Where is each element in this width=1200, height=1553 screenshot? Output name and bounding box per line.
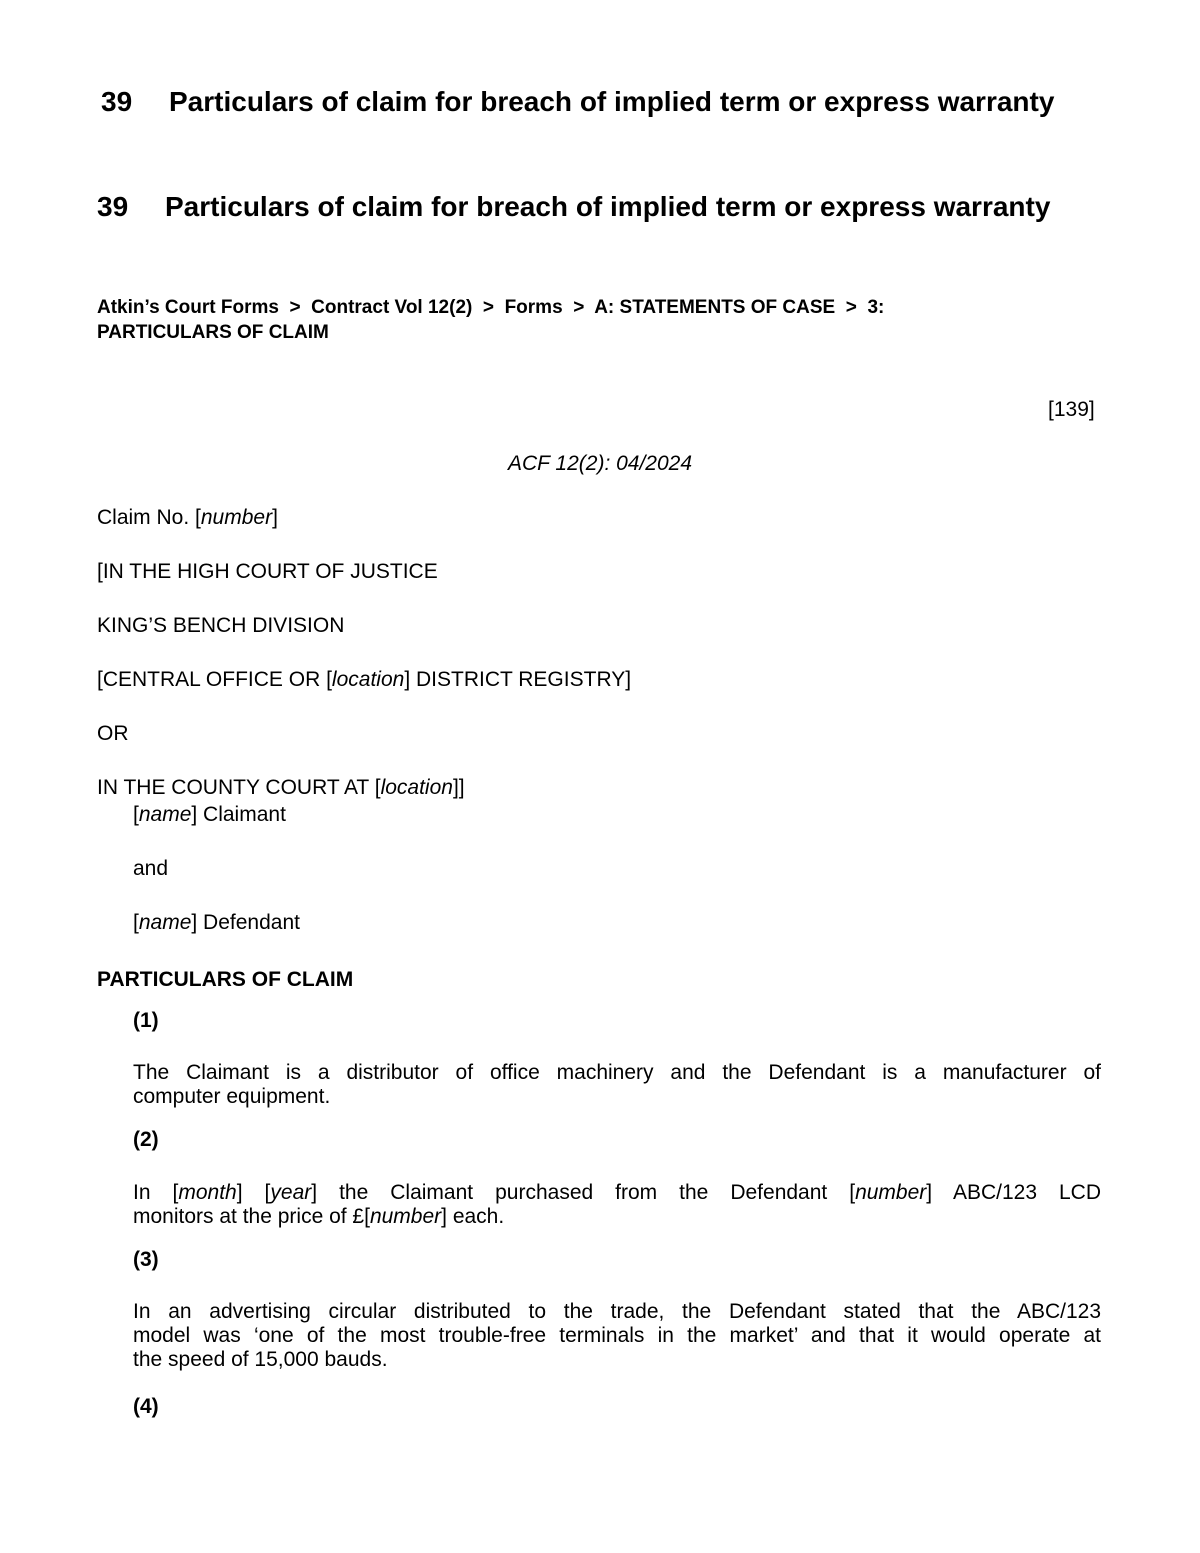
party-defendant [133, 911, 300, 935]
p2-month-placeholder: month [178, 1181, 237, 1204]
p2-text-a: In [ [133, 1181, 179, 1204]
court-line-or: OR [97, 722, 129, 745]
court-registry-a: [CENTRAL OFFICE OR [ [97, 668, 332, 691]
defendant-open: [ [133, 911, 139, 934]
p2-text-e: monitors at the price of £[ [133, 1205, 370, 1228]
running-title-number: 39 [101, 86, 133, 117]
p2-text-c: ] the Claimant purchased from the Defendant [ [311, 1181, 856, 1204]
breadcrumb-item-atkins[interactable]: Atkin’s Court Forms [97, 297, 279, 318]
breadcrumb-separator: > [482, 297, 495, 318]
paragraph-3-line-3: the speed of 15,000 bauds. [133, 1348, 388, 1371]
breadcrumb-item-contract[interactable]: Contract Vol 12(2) [311, 297, 473, 318]
court-line-county [97, 776, 465, 800]
court-county-a: IN THE COUNTY COURT AT [ [97, 776, 381, 799]
court-registry-b: ] DISTRICT REGISTRY] [404, 668, 632, 691]
paragraph-3-line-1: In an advertising circular distributed to the trade, the Defendant stated that the ABC/123 [133, 1300, 1101, 1323]
section-heading: PARTICULARS OF CLAIM [97, 968, 354, 991]
paragraph-number: (4) [133, 1395, 159, 1418]
claim-number-close: ] [272, 506, 278, 529]
page-title [97, 191, 1050, 223]
court-line-division: KING’S BENCH DIVISION [97, 614, 345, 637]
acf-reference [0, 452, 1200, 476]
p2-text-f: ] each. [441, 1205, 505, 1228]
paragraph-1 [133, 1061, 1101, 1109]
breadcrumb-item-number[interactable]: 3: [867, 297, 885, 318]
paragraph-2 [133, 1181, 1101, 1229]
breadcrumb-line-2 [97, 321, 329, 345]
court-line-registry [97, 668, 631, 692]
court-registry-location: location [331, 668, 405, 691]
paragraph-number: (2) [133, 1128, 159, 1151]
p2-price-placeholder: number [369, 1205, 442, 1228]
running-title [101, 86, 1054, 118]
p2-text-b: ] [ [236, 1181, 271, 1204]
page-title-text: Particulars of claim for breach of implied term or express warranty [165, 191, 1051, 222]
claimant-placeholder: name [138, 803, 192, 826]
paragraph-1-line-1: The Claimant is a distributor of office machinery and the Defendant is a manufacturer of [133, 1061, 1101, 1084]
breadcrumb-separator: > [845, 297, 857, 318]
court-county-location: location [380, 776, 453, 799]
breadcrumb-separator: > [573, 297, 585, 318]
paragraph-2-line-1 [133, 1181, 1101, 1205]
claim-number [97, 506, 278, 530]
breadcrumb-item-statements[interactable]: A: STATEMENTS OF CASE [594, 297, 836, 318]
paragraph-number: (1) [133, 1009, 159, 1032]
p2-year-placeholder: year [270, 1181, 312, 1204]
acf-reference-text: ACF 12(2): 04/2024 [507, 452, 693, 475]
claimant-label: ] Claimant [191, 803, 286, 826]
court-county-b: ]] [452, 776, 465, 799]
breadcrumb-item-forms[interactable]: Forms [504, 297, 563, 318]
court-line-high-court: [IN THE HIGH COURT OF JUSTICE [97, 560, 438, 583]
page-reference: [139] [1048, 398, 1095, 421]
breadcrumb-item-particulars[interactable]: PARTICULARS OF CLAIM [97, 322, 329, 343]
p2-text-d: ] ABC/123 LCD [926, 1181, 1101, 1204]
breadcrumb-separator: > [289, 297, 301, 318]
defendant-label: ] Defendant [191, 911, 300, 934]
paragraph-3 [133, 1300, 1101, 1372]
breadcrumb [97, 296, 884, 320]
claimant-open: [ [133, 803, 139, 826]
defendant-placeholder: name [138, 911, 192, 934]
party-claimant [133, 803, 286, 827]
paragraph-number: (3) [133, 1248, 159, 1271]
running-title-text: Particulars of claim for breach of implied term or express warranty [169, 86, 1055, 117]
p2-number-placeholder: number [855, 1181, 927, 1204]
paragraph-3-line-2: model was ‘one of the most trouble-free terminals in the market’ and that it would operate at [133, 1324, 1101, 1347]
paragraph-2-line-2 [133, 1205, 1101, 1229]
party-and: and [133, 857, 169, 880]
paragraph-1-line-2: computer equipment. [133, 1085, 331, 1108]
claim-number-placeholder: number [200, 506, 273, 529]
page-title-number: 39 [97, 191, 129, 222]
claim-number-label: Claim No. [ [97, 506, 201, 529]
